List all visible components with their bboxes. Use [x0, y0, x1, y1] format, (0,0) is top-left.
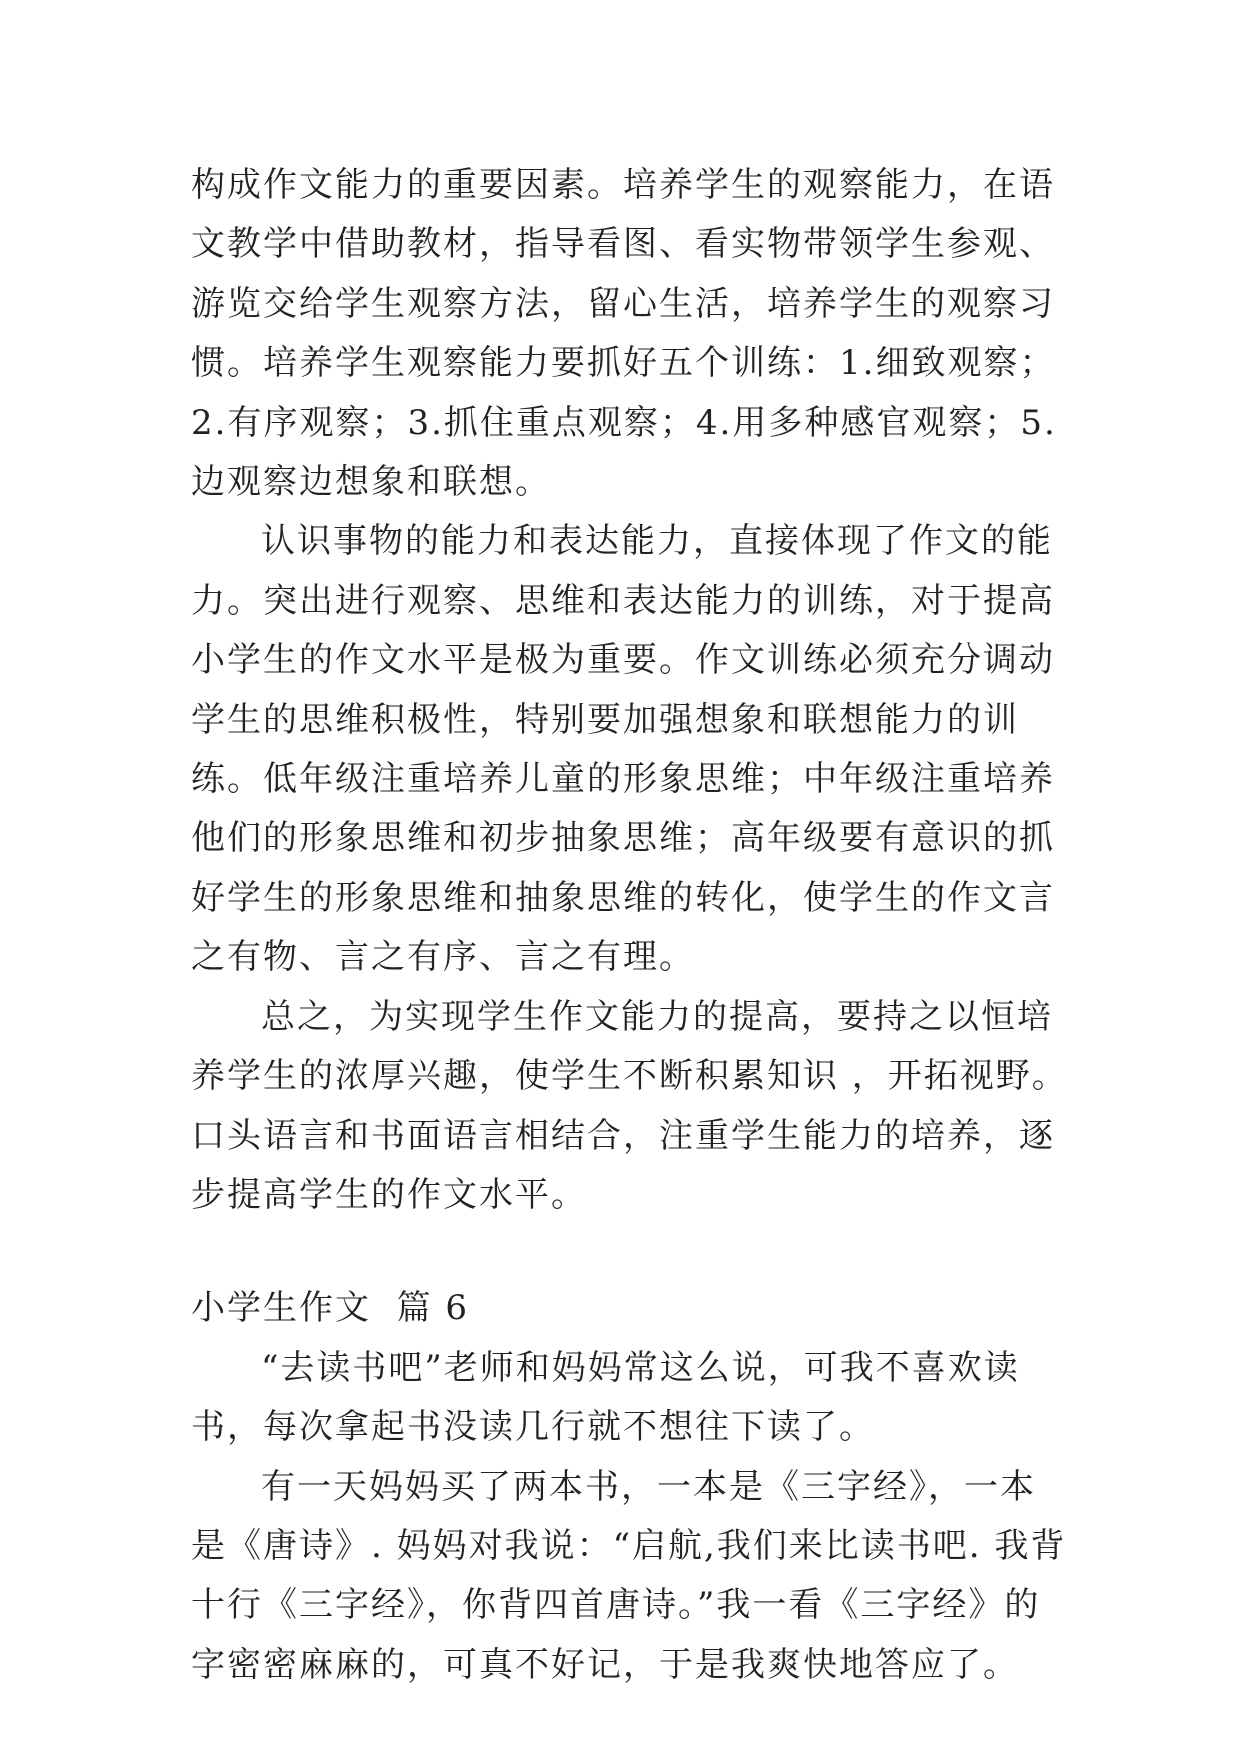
section-gap	[191, 1225, 1071, 1279]
paragraph-observation: 构成作文能力的重要因素。培养学生的观察能力，在语文教学中借助教材，指导看图、看实物带领学生参观、游览交给学生观察方法，留心生活，培养学生的观察习惯。培养学生观察能力要抓好五个训练：1.细致观察；2.有序观察；3.抓住重点观察；4.用多种感官观察；5.边观察边想象和联想。	[191, 165, 1057, 503]
paragraph-summary: 总之，为实现学生作文能力的提高，要持之以恒培养学生的浓厚兴趣，使学生不断积累知识 ，开拓视野。口头语言和书面语言相结合，注重学生能力的培养，逐步提高学生的作文水平。	[191, 996, 1068, 1215]
paragraph-expression: 认识事物的能力和表达能力，直接体现了作文的能力。突出进行观察、思维和表达能力的训练，对于提高小学生的作文水平是极为重要。作文训练必须充分调动学生的思维积极性，特别要加强想象和联想能力的训练。低年级注重培养儿童的形象思维；中年级注重培养他们的形象思维和初步抽象思维；高年级要有意识的抓好学生的形象思维和抽象思维的转化，使学生的作文言之有物、言之有序、言之有理。	[191, 521, 1055, 978]
document-body	[191, 156, 1071, 1695]
paragraph-reading-contest: 有一天妈妈买了两本书，一本是《三字经》，一本是《唐诗》. 妈妈对我说：“启航,我们来比读书吧. 我背十行《三字经》，你背四首唐诗。”我一看《三字经》的字密密麻麻的，可真不好记，于是我爽快地答应了。	[191, 1466, 1067, 1685]
section-heading: 小学生作文 篇 6	[191, 1288, 470, 1329]
paragraph-reading-intro: “去读书吧”老师和妈妈常这么说，可我不喜欢读书，每次拿起书没读几行就不想往下读了。	[191, 1347, 1020, 1448]
